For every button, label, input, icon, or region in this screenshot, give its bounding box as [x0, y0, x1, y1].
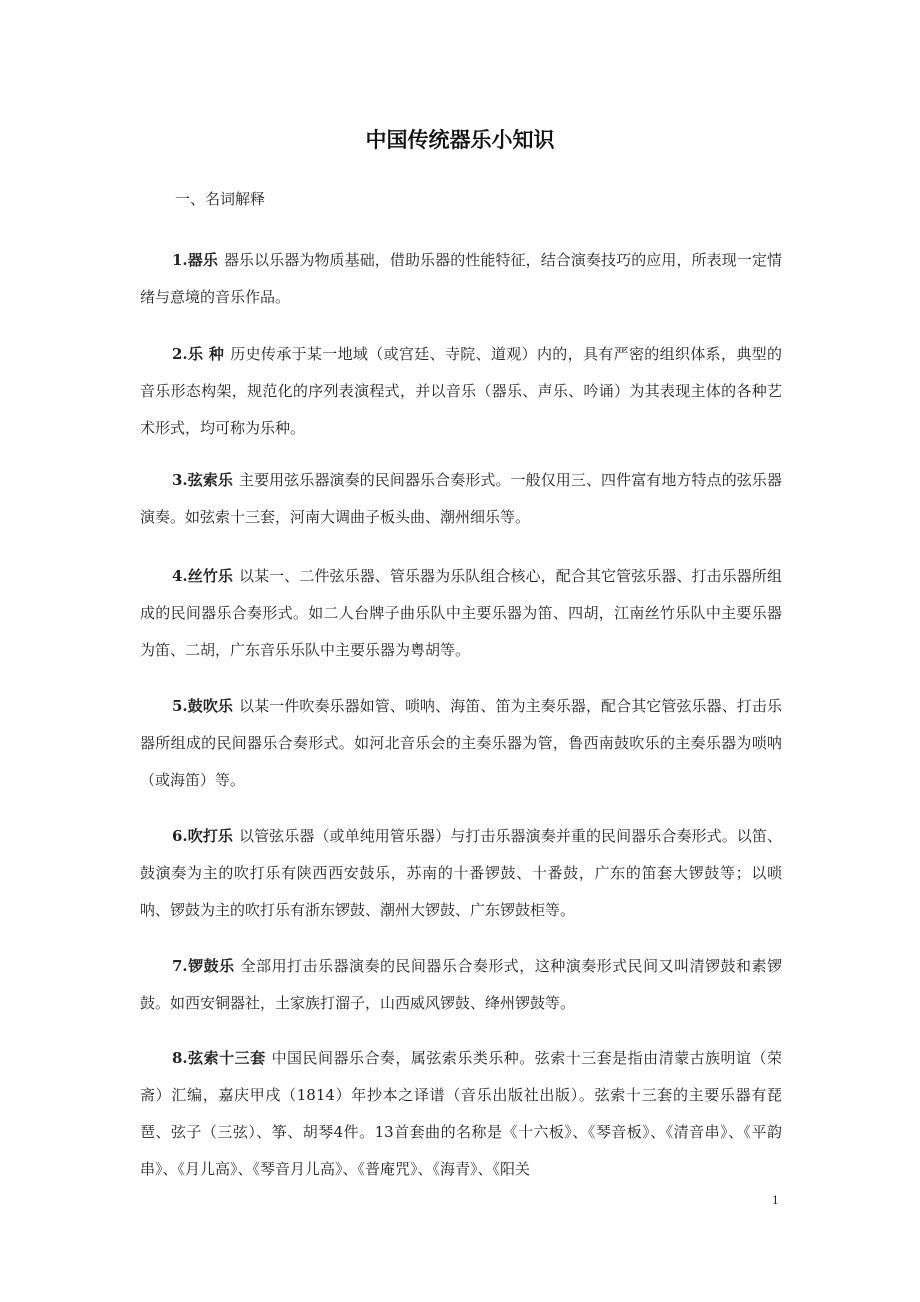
entry-6 [140, 818, 782, 929]
entry-text: 主要用弦乐器演奏的民间器乐合奏形式。一般仅用三、四件富有地方特点的弦乐器演奏。如弦索十三套，河南大调曲子板头曲、潮州细乐等。 [140, 471, 782, 526]
entry-term: 丝竹乐 [187, 567, 234, 585]
entry-term: 乐 种 [187, 345, 225, 363]
entry-text: 以管弦乐器（或单纯用管乐器）与打击乐器演奏并重的民间器乐合奏形式。以笛、鼓演奏为主的吹打乐有陕西西安鼓乐，苏南的十番锣鼓、十番鼓，广东的笛套大锣鼓等；以唢呐、锣鼓为主的吹打乐有浙东锣鼓、潮州大锣鼓、广东锣鼓柜等。 [140, 827, 782, 919]
entry-number: 1. [172, 251, 188, 269]
entry-term: 吹打乐 [187, 827, 234, 845]
entry-text: 器乐以乐器为物质基础，借助乐器的性能特征，结合演奏技巧的应用，所表现一定情绪与意境的音乐作品。 [140, 251, 782, 306]
entry-text: 中国民间器乐合奏，属弦索乐类乐种。弦索十三套是指由清蒙古族明谊（荣斋）汇编，嘉庆甲戌（1814）年抄本之译谱（音乐出版社出版）。弦索十三套的主要乐器有琵琶、弦子（三弦）、筝、胡琴4件。13首套曲的名称是《十六板》、《琴音板》、《清音串》、《平韵串》、《月儿高》、《琴音月儿高》、《普庵咒》、《海青》、《阳关 [140, 1049, 782, 1178]
entry-8 [140, 1040, 782, 1188]
entry-number: 3. [172, 471, 188, 489]
entry-4 [140, 558, 782, 669]
entry-number: 2. [172, 345, 188, 363]
entry-text: 以某一件吹奏乐器如管、唢呐、海笛、笛为主奏乐器，配合其它管弦乐器、打击乐器所组成的民间器乐合奏形式。如河北音乐会的主奏乐器为管，鲁西南鼓吹乐的主奏乐器为唢呐（或海笛）等。 [140, 697, 782, 789]
entry-number: 8. [172, 1049, 188, 1067]
page-number: 1 [772, 1192, 779, 1207]
entry-term: 鼓吹乐 [187, 697, 234, 715]
entry-7 [140, 948, 782, 1022]
entry-number: 5. [172, 697, 188, 715]
entry-text: 全部用打击乐器演奏的民间器乐合奏形式，这种演奏形式民间又叫清锣鼓和素锣鼓。如西安铜器社，土家族打溜子，山西威风锣鼓、绛州锣鼓等。 [140, 957, 782, 1012]
entry-term: 器乐 [187, 251, 218, 269]
entry-number: 6. [172, 827, 188, 845]
entry-2 [140, 336, 782, 447]
page-title: 中国传统器乐小知识 [365, 128, 555, 152]
entry-term: 锣鼓乐 [187, 957, 235, 975]
entry-number: 4. [172, 567, 188, 585]
entry-term: 弦索十三套 [187, 1049, 266, 1067]
entry-number: 7. [172, 957, 188, 975]
entry-term: 弦索乐 [187, 471, 234, 489]
section-heading: 一、名词解释 [175, 190, 266, 208]
entry-3 [140, 462, 782, 536]
entry-5 [140, 688, 782, 799]
entry-text: 以某一、二件弦乐器、管乐器为乐队组合核心，配合其它管弦乐器、打击乐器所组成的民间器乐合奏形式。如二人台牌子曲乐队中主要乐器为笛、四胡，江南丝竹乐队中主要乐器为笛、二胡，广东音乐乐队中主要乐器为粤胡等。 [140, 567, 782, 659]
entry-text: 历史传承于某一地域（或宫廷、寺院、道观）内的，具有严密的组织体系，典型的音乐形态构架，规范化的序列表演程式，并以音乐（器乐、声乐、吟诵）为其表现主体的各种艺术形式，均可称为乐种。 [140, 345, 782, 437]
entry-1 [140, 242, 782, 316]
